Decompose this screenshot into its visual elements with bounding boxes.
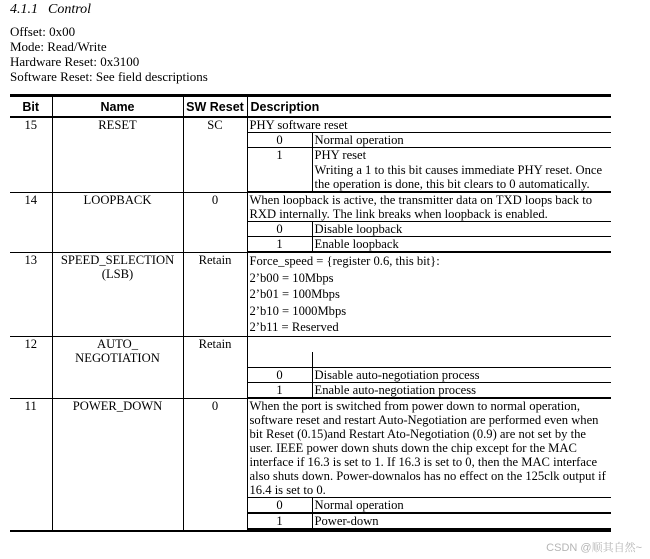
value-code: 1	[248, 148, 313, 192]
table-row	[10, 193, 611, 253]
name-cell: RESET	[52, 117, 183, 193]
value-subtable	[248, 352, 612, 398]
meta-hardware-reset: Hardware Reset: 0x3100	[10, 54, 140, 69]
meta-software-reset: Software Reset: See field descriptions	[10, 69, 208, 84]
value-code: 0	[248, 133, 313, 148]
description-empty	[248, 337, 612, 352]
value-meaning: Normal operation	[312, 497, 611, 513]
description-line: 2’b11 = Reserved	[249, 320, 339, 334]
description-text	[248, 253, 612, 336]
name-cell: LOOPBACK	[52, 193, 183, 253]
sw-reset-cell: 0	[183, 193, 247, 253]
description-cell	[247, 193, 611, 253]
meta-mode: Mode: Read/Write	[10, 39, 107, 54]
value-row	[248, 352, 612, 368]
bit-cell: 15	[10, 117, 52, 193]
description-text: PHY software reset	[249, 118, 348, 132]
value-meaning: Disable auto-negotiation process	[312, 367, 611, 382]
value-code: 0	[248, 222, 313, 237]
value-meaning-title: PHY reset	[314, 148, 367, 162]
description-cell	[247, 253, 611, 337]
value-subtable	[248, 132, 612, 192]
value-code-empty	[248, 352, 313, 368]
value-meaning: Power-down	[312, 513, 611, 529]
bit-cell: 13	[10, 253, 52, 337]
header-description: Description	[247, 96, 611, 118]
value-row	[248, 148, 612, 192]
value-code: 0	[248, 497, 313, 513]
value-code: 0	[248, 367, 313, 382]
name-cell: POWER_DOWN	[52, 398, 183, 531]
name-cell	[52, 336, 183, 398]
bit-cell: 11	[10, 398, 52, 531]
description-cell	[247, 336, 611, 398]
value-meaning: Normal operation	[312, 133, 611, 148]
description-line: 2’b01 = 100Mbps	[249, 287, 340, 301]
description-cell	[247, 398, 611, 531]
value-code: 1	[248, 513, 313, 529]
value-row	[248, 222, 612, 237]
value-row	[248, 133, 612, 148]
description-line: 2’b10 = 1000Mbps	[249, 303, 347, 318]
name-line: SPEED_SELECTION	[60, 253, 175, 267]
watermark: CSDN @顺其自然~	[546, 542, 642, 554]
bit-cell: 14	[10, 193, 52, 253]
header-bit: Bit	[10, 96, 52, 118]
sw-reset-cell: 0	[183, 398, 247, 531]
value-row	[248, 367, 612, 382]
bit-cell: 12	[10, 336, 52, 398]
name-cell	[52, 253, 183, 337]
value-row	[248, 237, 612, 252]
register-meta	[10, 24, 208, 84]
description-text: When the port is switched from power down to normal operation, software reset and restart Auto-Negotiation are performed even when bit Reset (0.15)and Restart Ato-Negotiation (0.9) are not set by the user. IEEE power down shuts down the chip except for the MAC interface if 16.3 is set to 1. If 16.3 is set to 0, then the MAC interface also shuts down. Power-downalos has no effect on the 125clk output if 16.4 is set to 0.	[249, 398, 606, 497]
section-title	[10, 2, 91, 18]
table-row	[10, 253, 611, 337]
value-meaning-empty	[312, 352, 611, 368]
value-meaning: Enable auto-negotiation process	[312, 382, 611, 397]
name-line: NEGOTIATION	[75, 350, 160, 365]
name-line: (LSB)	[101, 267, 134, 281]
value-meaning-detail: Writing a 1 to this bit causes immediate PHY reset. Once the operation is done, this bit clears to 0 automatically.	[314, 163, 603, 191]
section-number: 4.1.1	[10, 2, 38, 17]
header-name: Name	[52, 96, 183, 118]
sw-reset-cell: Retain	[183, 253, 247, 337]
table-row	[10, 117, 611, 193]
value-row	[248, 382, 612, 397]
value-meaning: Disable loopback	[312, 222, 611, 237]
description-line: 2’b00 = 10Mbps	[249, 270, 334, 285]
value-subtable	[248, 221, 612, 252]
description-line: Force_speed = {register 0.6, this bit}:	[249, 254, 440, 268]
sw-reset-cell: Retain	[183, 336, 247, 398]
table-header-row	[10, 96, 611, 118]
register-table	[10, 94, 611, 532]
header-sw-reset: SW Reset	[183, 96, 247, 118]
section-name: Control	[48, 2, 92, 17]
value-meaning: Enable loopback	[312, 237, 611, 252]
value-meaning	[312, 148, 611, 192]
table-row	[10, 336, 611, 398]
value-code: 1	[248, 237, 313, 252]
value-subtable	[248, 497, 612, 530]
name-line: AUTO_	[96, 336, 139, 351]
value-row	[248, 513, 612, 529]
description-text: When loopback is active, the transmitter data on TXD loops back to RXD internally. The link breaks when loopback is enabled.	[249, 193, 593, 221]
sw-reset-cell: SC	[183, 117, 247, 193]
value-row	[248, 497, 612, 513]
table-row	[10, 398, 611, 531]
meta-offset: Offset: 0x00	[10, 24, 76, 39]
description-cell	[247, 117, 611, 193]
value-code: 1	[248, 382, 313, 397]
